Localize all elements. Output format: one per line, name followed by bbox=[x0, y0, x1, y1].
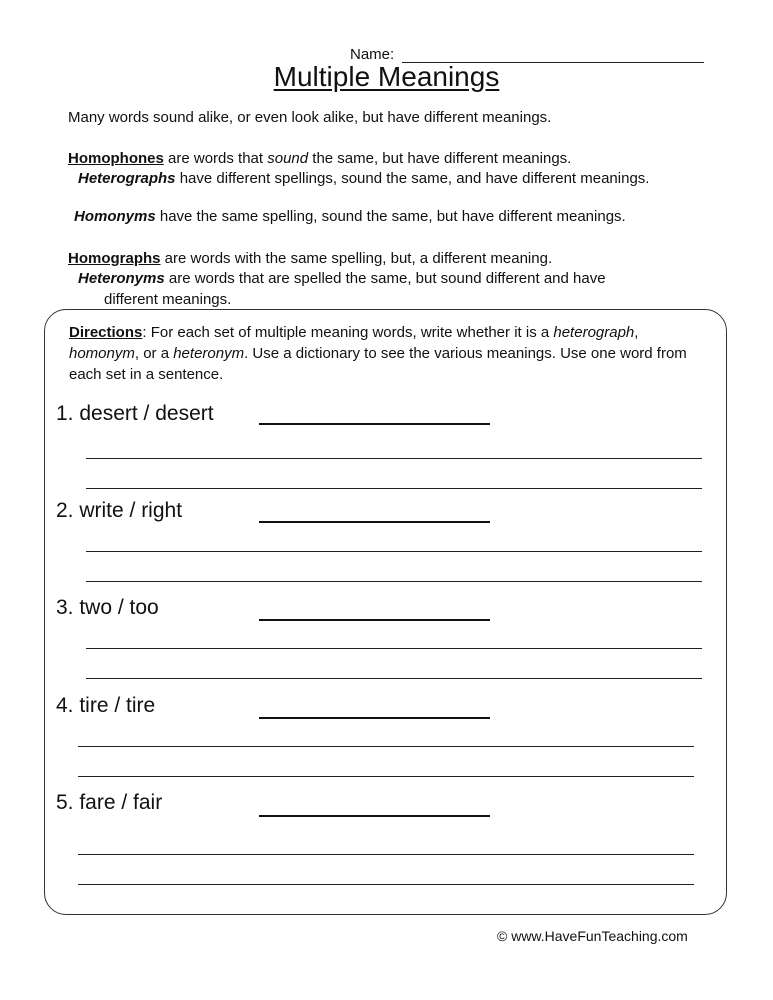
item-3-answer-line[interactable] bbox=[259, 619, 490, 621]
item-1-sentence-line-1[interactable] bbox=[86, 458, 702, 459]
item-3-words: 3. two / too bbox=[56, 596, 159, 619]
copyright-footer: © www.HaveFunTeaching.com bbox=[497, 928, 688, 944]
page-title: Multiple Meanings bbox=[273, 61, 500, 92]
item-3-sentence-line-1[interactable] bbox=[86, 648, 702, 649]
item-1-words: 1. desert / desert bbox=[56, 402, 214, 425]
homophones-term: Homophones bbox=[68, 150, 164, 167]
item-4-words: 4. tire / tire bbox=[56, 694, 156, 717]
item-2-answer-line[interactable] bbox=[259, 521, 490, 523]
name-label: Name: bbox=[350, 46, 395, 63]
item-5-answer-line[interactable] bbox=[259, 815, 490, 817]
directions-label: Directions bbox=[69, 324, 143, 341]
item-3-sentence-line-2[interactable] bbox=[86, 678, 702, 679]
homophones-definition: Homophones are words that sound the same, but have different meanings. bbox=[68, 150, 572, 167]
homonyms-definition: Homonyms have the same spelling, sound the same, but have different meanings. bbox=[74, 208, 626, 225]
item-2-words: 2. write / right bbox=[56, 499, 183, 522]
item-4-sentence-line-1[interactable] bbox=[78, 746, 694, 747]
heteronyms-definition-cont: different meanings. bbox=[104, 291, 232, 308]
directions-text: Directions: For each set of multiple meaning words, write whether it is a heterograph, homonym, or a heteronym. Use a dictionary to see the various meanings. Use one word from each set in a sentence. bbox=[69, 324, 687, 383]
intro-text: Many words sound alike, or even look alike, but have different meanings. bbox=[68, 109, 552, 126]
homographs-term: Homographs bbox=[68, 250, 161, 267]
heterographs-term: Heterographs bbox=[78, 170, 176, 187]
item-2-sentence-line-1[interactable] bbox=[86, 551, 702, 552]
item-4-answer-line[interactable] bbox=[259, 717, 490, 719]
item-5-sentence-line-2[interactable] bbox=[78, 884, 694, 885]
heteronyms-term: Heteronyms bbox=[78, 270, 165, 287]
item-1-sentence-line-2[interactable] bbox=[86, 488, 702, 489]
item-4-sentence-line-2[interactable] bbox=[78, 776, 694, 777]
heteronyms-definition: Heteronyms are words that are spelled the same, but sound different and have bbox=[78, 270, 606, 287]
item-5-sentence-line-1[interactable] bbox=[78, 854, 694, 855]
homonyms-term: Homonyms bbox=[74, 208, 156, 225]
heterographs-definition: Heterographs have different spellings, sound the same, and have different meanings. bbox=[78, 170, 650, 187]
item-2-sentence-line-2[interactable] bbox=[86, 581, 702, 582]
item-1-answer-line[interactable] bbox=[259, 423, 490, 425]
item-5-words: 5. fare / fair bbox=[56, 791, 163, 814]
homographs-definition: Homographs are words with the same spelling, but, a different meaning. bbox=[68, 250, 553, 267]
